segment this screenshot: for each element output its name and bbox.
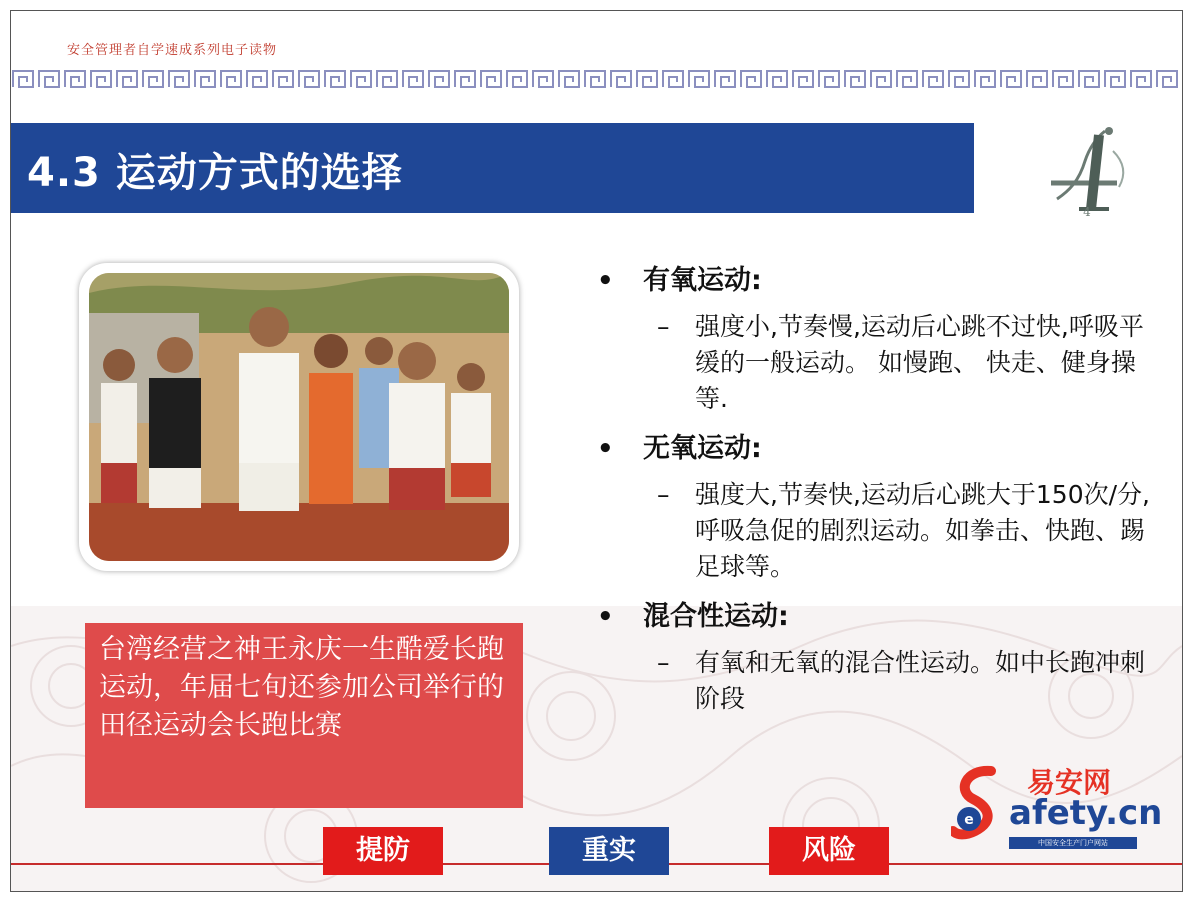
photo-caption: 台湾经营之神王永庆一生酷爱长跑运动，年届七旬还参加公司举行的田径运动会长跑比赛 [85,623,523,808]
chapter-number-text: 4 [1083,205,1091,219]
photo-frame [79,263,519,571]
title-bar [11,123,974,213]
bullet-detail-text: 强度小,节奏慢,运动后心跳不过快,呼吸平缓的一般运动。 如慢跑、 快走、健身操等. [695,312,1144,413]
meander-border [11,67,1182,91]
bullet-heading-mixed [591,597,1151,637]
chapter-number-ornament [1039,121,1135,221]
bullet-heading-text: 混合性运动: [643,601,789,632]
footer-tag-risk: 风险 [769,827,889,875]
footer-tag-prevent: 提防 [323,827,443,875]
bullet-heading-anaerobic [591,429,1151,469]
series-title: 安全管理者自学速成系列电子读物 [67,43,278,58]
bullet-heading-text: 无氧运动: [643,433,762,464]
page-title: 4.3 运动方式的选择 [27,150,403,196]
safety-logo [941,759,1163,849]
sub-bullet-dash: – [657,648,670,677]
logo-subtitle: 中国安全生产门户网站 [1009,837,1137,849]
logo-chinese-name: 易安网 [1027,766,1112,799]
logo-english-name: afety.cn [1009,793,1163,833]
sub-bullet-dash: – [657,312,670,341]
bullet-detail-text: 强度大,节奏快,运动后心跳大于150次/分,呼吸急促的剧烈运动。如拳击、快跑、踢足球等。 [695,480,1150,581]
bullet-heading-aerobic [591,261,1151,301]
bullet-dot: • [597,434,614,464]
bullet-detail-text: 有氧和无氧的混合性运动。如中长跑冲刺阶段 [695,648,1146,713]
bullet-dot: • [597,602,614,632]
slide [10,10,1183,892]
safety-logo-mark [951,765,1011,847]
bullet-list [591,261,1151,729]
footer-tag-emphasize: 重实 [549,827,669,875]
bullet-detail-anaerobic [591,477,1151,585]
photo-runners [89,273,509,561]
bullet-heading-text: 有氧运动: [643,265,762,296]
bullet-detail-aerobic [591,309,1151,417]
bullet-dot: • [597,266,614,296]
sub-bullet-dash: – [657,480,670,509]
bullet-detail-mixed [591,645,1151,717]
svg-text:e: e [964,812,974,828]
